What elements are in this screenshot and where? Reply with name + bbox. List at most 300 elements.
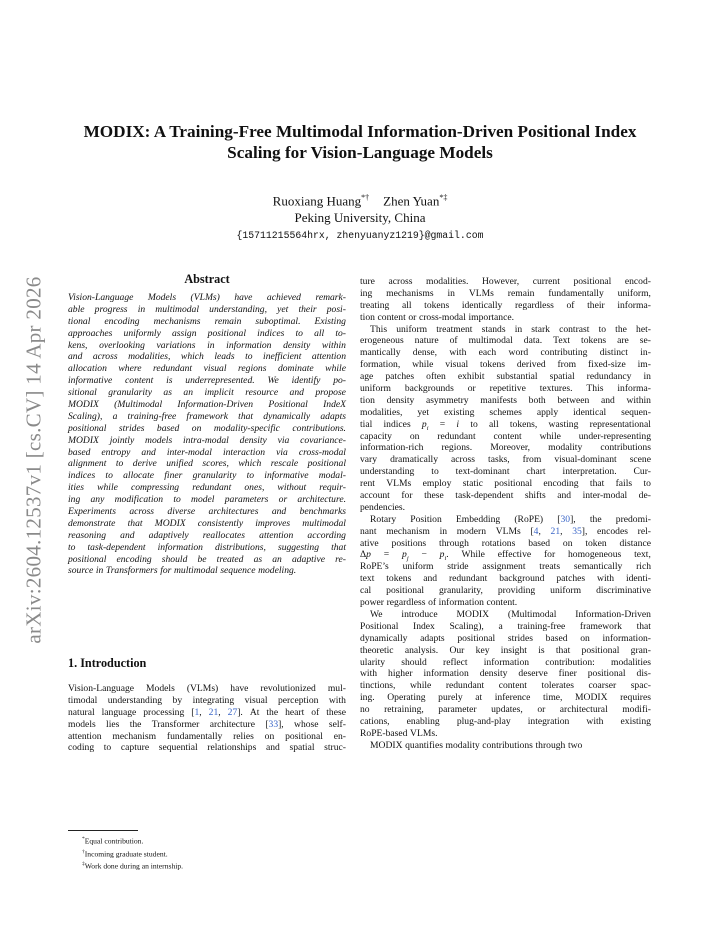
word: tinctions, bbox=[360, 680, 396, 692]
word: resource bbox=[245, 387, 279, 399]
introduction-heading: 1. Introduction bbox=[68, 656, 147, 670]
word: regardless bbox=[386, 597, 426, 609]
word: granularity bbox=[108, 387, 152, 399]
word: Existing bbox=[314, 315, 346, 327]
word: to bbox=[115, 458, 124, 470]
word: that bbox=[555, 644, 571, 656]
word: This bbox=[586, 383, 604, 395]
text-line bbox=[360, 383, 651, 395]
word: revolutionized bbox=[260, 683, 316, 694]
word: implicit bbox=[204, 387, 234, 399]
word: key bbox=[475, 644, 490, 656]
author-name: Ruoxiang Huang bbox=[272, 193, 362, 209]
word: contrast bbox=[559, 323, 590, 335]
text-line bbox=[360, 466, 651, 478]
word: via bbox=[277, 434, 290, 446]
word: integrating bbox=[192, 694, 235, 706]
word: an bbox=[183, 387, 193, 399]
word: architectures bbox=[208, 506, 259, 518]
word: encod- bbox=[624, 276, 651, 287]
text-line bbox=[68, 530, 346, 542]
word: perception bbox=[277, 694, 319, 706]
word: uniform, bbox=[617, 287, 651, 299]
word: identi- bbox=[625, 573, 651, 585]
word: tolerates bbox=[541, 680, 574, 692]
word: dominate bbox=[277, 363, 314, 375]
word: in bbox=[95, 565, 104, 577]
word: based bbox=[156, 422, 180, 434]
word: indices bbox=[68, 470, 96, 482]
word: indices bbox=[257, 327, 285, 339]
word: content. bbox=[486, 597, 518, 609]
word: within bbox=[321, 339, 346, 351]
word: Transformer bbox=[151, 718, 200, 730]
word: architecture. bbox=[297, 494, 346, 506]
word: purely bbox=[438, 692, 463, 704]
word: a bbox=[112, 410, 118, 422]
word: two bbox=[567, 739, 583, 751]
word: attention bbox=[311, 351, 346, 363]
word: time, bbox=[543, 692, 563, 704]
word: ing bbox=[68, 494, 81, 506]
word: according bbox=[307, 529, 346, 541]
word: able bbox=[68, 303, 85, 315]
word: mechanism bbox=[386, 525, 430, 537]
word: MODIX bbox=[154, 517, 186, 529]
word: the bbox=[266, 706, 279, 718]
word: while bbox=[97, 482, 118, 494]
word: MODIX bbox=[456, 608, 490, 620]
word: mechanism bbox=[112, 730, 157, 742]
text-line bbox=[68, 542, 346, 554]
word: At bbox=[249, 706, 260, 718]
word: token bbox=[585, 537, 607, 549]
word: framework bbox=[579, 620, 622, 632]
word: to bbox=[103, 742, 112, 754]
word: and bbox=[289, 387, 304, 399]
word: $p_i$. bbox=[439, 549, 449, 563]
word: through bbox=[439, 537, 469, 549]
word: de- bbox=[638, 490, 651, 502]
text-line bbox=[68, 351, 346, 363]
word: for bbox=[401, 490, 413, 502]
word: power bbox=[360, 597, 384, 609]
word: introduce bbox=[401, 608, 438, 620]
word: lies bbox=[106, 718, 120, 730]
text-line bbox=[68, 328, 346, 340]
word: MODIX bbox=[575, 692, 608, 704]
word: with bbox=[597, 573, 615, 585]
citation-link[interactable]: 4 bbox=[533, 525, 539, 537]
text-line bbox=[360, 288, 651, 300]
word: while bbox=[412, 359, 434, 371]
author-marks: *† bbox=[361, 193, 370, 202]
text-line bbox=[68, 554, 346, 566]
text-line bbox=[68, 447, 346, 459]
citation-link[interactable]: 21 bbox=[208, 706, 219, 718]
word: (VLMs) bbox=[186, 683, 219, 694]
word: understanding bbox=[107, 694, 163, 706]
word: coding bbox=[68, 742, 95, 754]
word: Index bbox=[413, 620, 435, 632]
word: density bbox=[386, 394, 415, 406]
text-line bbox=[360, 419, 651, 431]
word: rel- bbox=[637, 525, 651, 537]
word: based bbox=[528, 537, 551, 549]
word: MODIX bbox=[68, 399, 99, 411]
word: dynamically bbox=[360, 632, 408, 644]
word: [4, bbox=[530, 525, 541, 537]
word: based bbox=[545, 632, 568, 644]
word: fundamentally bbox=[548, 287, 604, 299]
word: density bbox=[239, 434, 267, 446]
word: het- bbox=[636, 323, 651, 335]
word: existing bbox=[620, 715, 651, 727]
word: remain bbox=[507, 287, 535, 299]
word: ative bbox=[360, 537, 379, 549]
word: and bbox=[600, 394, 615, 406]
word: to bbox=[431, 466, 439, 478]
text-line bbox=[68, 375, 346, 387]
word: and bbox=[423, 573, 438, 585]
word: informa- bbox=[617, 383, 651, 395]
word: Cur- bbox=[633, 466, 651, 478]
word: background bbox=[499, 573, 545, 585]
text-line bbox=[360, 526, 651, 538]
text-line bbox=[360, 347, 651, 359]
word: distinct bbox=[599, 347, 628, 359]
text-line bbox=[68, 423, 346, 435]
text-line bbox=[360, 704, 651, 716]
text-line bbox=[360, 395, 651, 407]
word: have bbox=[234, 292, 253, 303]
introduction-body bbox=[68, 683, 346, 754]
word: the bbox=[615, 323, 627, 335]
word: for bbox=[543, 549, 556, 561]
word: inefficient bbox=[263, 351, 302, 363]
word: erogeneous bbox=[360, 335, 404, 347]
footnote bbox=[82, 847, 183, 860]
word: with bbox=[360, 668, 378, 680]
word: 21, bbox=[208, 706, 221, 718]
word: leads bbox=[214, 351, 235, 363]
word: on bbox=[580, 632, 590, 644]
right-column-body bbox=[360, 276, 651, 752]
word: stride bbox=[447, 561, 469, 573]
word: word bbox=[508, 347, 529, 359]
word: each bbox=[478, 347, 497, 359]
word: by bbox=[172, 694, 183, 706]
word: covariance- bbox=[300, 434, 346, 446]
word: contributions. bbox=[292, 422, 346, 434]
word: integration bbox=[527, 715, 570, 727]
word: and bbox=[271, 506, 287, 518]
word: jointly bbox=[109, 434, 135, 446]
word: dis- bbox=[636, 668, 651, 680]
word: uniform bbox=[550, 585, 582, 597]
word: modality bbox=[445, 739, 480, 751]
text-line bbox=[360, 621, 651, 633]
word: should bbox=[401, 656, 427, 668]
citation-link[interactable]: 35 bbox=[572, 525, 582, 537]
word: multimodal bbox=[155, 303, 200, 315]
word: text, bbox=[634, 549, 651, 561]
word: semantically bbox=[573, 561, 623, 573]
word: granularity bbox=[192, 470, 237, 482]
word: no bbox=[360, 704, 370, 716]
word: redundant bbox=[448, 573, 488, 585]
word: underrepresented. bbox=[185, 375, 255, 387]
word: tion bbox=[360, 394, 375, 406]
word: Δp bbox=[360, 549, 371, 561]
word: their bbox=[587, 299, 605, 311]
word: language bbox=[101, 706, 137, 718]
word: effective bbox=[497, 549, 532, 561]
word: rescale bbox=[270, 458, 299, 470]
citation-link[interactable]: 21 bbox=[550, 525, 561, 537]
word: across bbox=[129, 506, 155, 518]
word: architecture bbox=[209, 718, 255, 730]
word: Information-Driven bbox=[177, 399, 254, 411]
word: However, bbox=[481, 276, 520, 287]
word: Models bbox=[147, 292, 177, 303]
word: benchmarks bbox=[299, 506, 346, 518]
word: redundant bbox=[437, 430, 476, 442]
word: alignment bbox=[68, 458, 107, 470]
word: manifests bbox=[480, 394, 517, 406]
word: reasoning bbox=[68, 529, 107, 541]
word: gran- bbox=[630, 644, 651, 656]
word: RoPE-based bbox=[360, 727, 408, 739]
text-line bbox=[68, 316, 346, 328]
word: for bbox=[160, 565, 172, 577]
word: uniform bbox=[402, 561, 434, 573]
word: nant bbox=[360, 525, 377, 537]
word: across bbox=[388, 276, 413, 287]
word: scene bbox=[629, 454, 651, 466]
word: current bbox=[532, 276, 560, 287]
word: on bbox=[264, 730, 275, 742]
word: finer bbox=[558, 668, 577, 680]
word: content bbox=[493, 430, 522, 442]
word: substantial bbox=[496, 371, 538, 383]
word: Moreover, bbox=[490, 442, 531, 454]
word: vary bbox=[360, 454, 378, 466]
word: modalities. bbox=[426, 276, 469, 287]
word: across bbox=[451, 454, 476, 466]
word: adaptively bbox=[148, 529, 189, 541]
word: cross-modal bbox=[418, 311, 466, 323]
text-line bbox=[360, 585, 651, 597]
text-line bbox=[68, 518, 346, 530]
word: derived bbox=[516, 359, 546, 371]
word: positional bbox=[386, 585, 425, 597]
text-line bbox=[68, 435, 346, 447]
word: While bbox=[461, 549, 485, 561]
word: contributions bbox=[600, 442, 651, 454]
text-line bbox=[360, 371, 651, 383]
word: modality bbox=[548, 442, 583, 454]
word: on bbox=[409, 430, 420, 442]
word: re- bbox=[335, 553, 346, 565]
word: should bbox=[161, 553, 188, 565]
word: that bbox=[238, 410, 254, 422]
word: positional bbox=[68, 553, 107, 565]
word: intra-modal bbox=[183, 434, 229, 446]
text-line bbox=[360, 597, 651, 609]
text-line bbox=[68, 411, 346, 423]
word: progress bbox=[94, 303, 128, 315]
word: and bbox=[265, 742, 280, 754]
word: Information-Driven bbox=[575, 608, 651, 620]
word: unified bbox=[166, 458, 193, 470]
word: is bbox=[166, 375, 173, 387]
word: regions. bbox=[441, 442, 473, 454]
word: 21, bbox=[550, 525, 563, 537]
word: with bbox=[449, 347, 467, 359]
word: [33], bbox=[265, 718, 284, 730]
word: capture bbox=[120, 742, 150, 754]
word: cross-modal bbox=[298, 446, 346, 458]
word: exhibit bbox=[457, 371, 485, 383]
citation-link[interactable]: 33 bbox=[268, 718, 279, 730]
word: content bbox=[498, 680, 527, 692]
word: scores, bbox=[202, 458, 229, 470]
word: to bbox=[643, 478, 651, 490]
word: tokens bbox=[386, 573, 412, 585]
word: derive bbox=[132, 458, 157, 470]
word: positional bbox=[207, 327, 247, 339]
word: IndeX bbox=[323, 399, 346, 411]
word: encoding bbox=[104, 315, 140, 327]
word: while bbox=[409, 680, 432, 692]
word: = bbox=[383, 549, 390, 561]
word: model bbox=[191, 494, 215, 506]
word: and bbox=[557, 490, 572, 502]
word: via bbox=[276, 446, 288, 458]
word: all bbox=[489, 418, 499, 430]
text-line bbox=[68, 399, 346, 411]
word: Our bbox=[449, 644, 465, 656]
word: backgrounds bbox=[404, 383, 454, 395]
text-line bbox=[68, 304, 346, 316]
word: understanding, bbox=[209, 303, 267, 315]
text-line bbox=[360, 359, 651, 371]
word: between bbox=[557, 394, 590, 406]
text-line bbox=[360, 645, 651, 657]
word: assignment bbox=[482, 561, 526, 573]
word: with bbox=[328, 694, 346, 706]
word: ing. bbox=[360, 692, 375, 704]
word: all bbox=[314, 327, 325, 339]
word: encoding bbox=[116, 553, 152, 565]
word: visual bbox=[244, 694, 268, 706]
word: nature bbox=[414, 335, 439, 347]
text-line bbox=[360, 514, 651, 526]
word: posi- bbox=[326, 303, 346, 315]
word: Text bbox=[553, 335, 571, 347]
word: to bbox=[246, 470, 255, 482]
word: treatment bbox=[436, 323, 473, 335]
word: that bbox=[636, 620, 651, 632]
word: relies bbox=[233, 730, 254, 742]
word: adapts bbox=[420, 632, 445, 644]
word: coarser bbox=[588, 680, 617, 692]
word: mul- bbox=[327, 683, 346, 694]
text-line bbox=[68, 719, 346, 731]
citation-link[interactable]: 1 bbox=[194, 706, 200, 718]
text-line bbox=[68, 565, 346, 577]
word: Operating bbox=[387, 692, 426, 704]
word: Position bbox=[410, 513, 442, 525]
word: tokens bbox=[581, 335, 607, 347]
word: information bbox=[438, 597, 484, 609]
word: rich bbox=[636, 561, 651, 573]
word: in bbox=[514, 323, 523, 335]
word: yet bbox=[277, 303, 289, 315]
text-line bbox=[360, 633, 651, 645]
word: of bbox=[566, 299, 575, 311]
word: Scaling), bbox=[449, 620, 484, 632]
word: to bbox=[470, 418, 478, 430]
word: is bbox=[538, 644, 545, 656]
word: as bbox=[163, 387, 172, 399]
word: representational bbox=[589, 418, 651, 430]
word: treated bbox=[216, 553, 244, 565]
word: chart bbox=[526, 466, 546, 478]
word: textures. bbox=[539, 383, 573, 395]
text-line bbox=[68, 695, 346, 707]
word: without bbox=[277, 482, 307, 494]
word: with bbox=[586, 715, 604, 727]
citation-link[interactable]: 30 bbox=[560, 513, 571, 525]
text-line bbox=[68, 363, 346, 375]
word: = bbox=[439, 418, 446, 430]
text-line bbox=[68, 470, 346, 482]
word: formation, bbox=[360, 359, 401, 371]
word: requires bbox=[620, 692, 651, 704]
word: assign bbox=[171, 327, 197, 339]
word: uniform bbox=[360, 383, 391, 395]
word: Scaling), bbox=[68, 410, 103, 422]
text-line bbox=[68, 731, 346, 743]
word: identically bbox=[461, 299, 503, 311]
text-line bbox=[360, 431, 651, 443]
word: content bbox=[125, 375, 154, 387]
word: redundant bbox=[445, 680, 485, 692]
word: patches bbox=[556, 573, 586, 585]
word: informative bbox=[264, 470, 309, 482]
word: deserve bbox=[518, 668, 548, 680]
word: We bbox=[267, 375, 279, 387]
word: from bbox=[557, 359, 577, 371]
word: employ bbox=[422, 478, 452, 490]
citation-link[interactable]: 27 bbox=[227, 706, 238, 718]
word: ture bbox=[360, 276, 375, 287]
footnote bbox=[82, 859, 183, 872]
word: ities bbox=[68, 482, 84, 494]
word: or bbox=[278, 494, 288, 506]
word: which bbox=[238, 458, 262, 470]
word: positional bbox=[68, 422, 107, 434]
word: contributions bbox=[482, 739, 533, 751]
word: strides bbox=[118, 422, 145, 434]
word: $p_i$ bbox=[421, 418, 429, 432]
word: positional bbox=[581, 644, 620, 656]
word: updates, bbox=[491, 704, 523, 716]
word: requir- bbox=[319, 482, 346, 494]
word: while bbox=[539, 430, 561, 442]
